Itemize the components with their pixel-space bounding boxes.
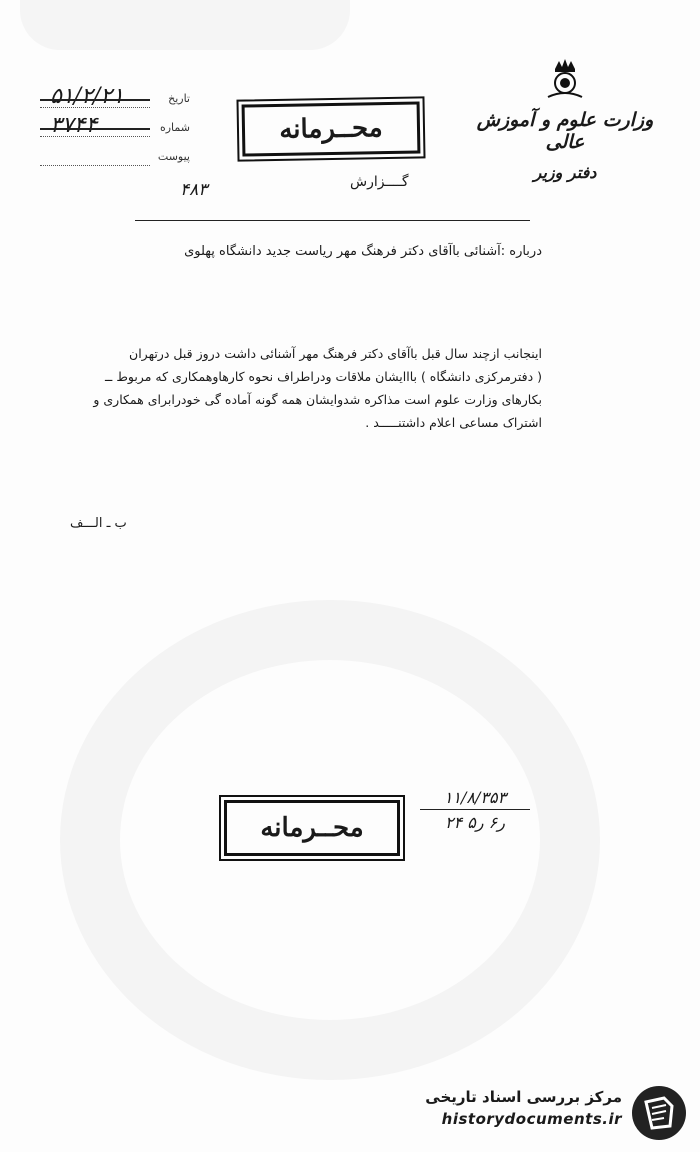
ministry-name: وزارت علوم و آموزش عالی xyxy=(476,109,654,153)
archive-watermark xyxy=(408,1084,688,1142)
handwritten-note xyxy=(420,788,530,832)
signature-initials: ب ـ الـــف xyxy=(70,516,127,531)
confidential-stamp-bottom: محــرمانه xyxy=(224,800,400,856)
field-rule xyxy=(40,165,150,166)
number-label: شماره xyxy=(159,121,190,134)
paper-stain xyxy=(20,0,350,50)
body-line: اینجانب ازچند سال قبل باآقای دکتر فرهنگ مهر آشنائی داشت دروز قبل درتهران xyxy=(129,346,542,361)
date-value: ۵۱/۲/۲۱ xyxy=(50,84,124,109)
report-number: ۴۸۳ xyxy=(180,180,208,200)
number-value: ۳۷۴۴ xyxy=(50,113,98,138)
body-line: اشتراک مساعی اعلام داشتنـــــد . xyxy=(365,415,542,430)
date-field xyxy=(40,84,190,110)
archive-domain: historydocuments.ir xyxy=(441,1110,622,1128)
body-line: ( دفترمرکزی دانشگاه ) بااایشان ملاقات ودراطراف نحوه کارهاوهمکاری که مربوط ــ xyxy=(105,369,542,384)
body-line: بکارهای وزارت علوم است مذاکره شدوایشان همه گونه آماده گی خودرابرای همکاری و xyxy=(93,392,542,407)
strike-line xyxy=(40,99,150,101)
report-body xyxy=(42,342,542,434)
field-rule xyxy=(40,107,150,108)
lion-and-sun-emblem-icon xyxy=(542,55,588,101)
office-name: دفتر وزیر xyxy=(533,163,597,182)
confidential-stamp-top: محــرمانه xyxy=(242,101,421,156)
title-divider xyxy=(135,220,530,221)
date-label: تاریخ xyxy=(168,92,190,105)
report-title: گــــزارش xyxy=(350,174,409,190)
attachment-field xyxy=(40,146,190,168)
handwritten-ref: ۲۴ ر۶ ر۵ xyxy=(444,813,505,832)
strike-line xyxy=(40,128,150,130)
archive-logo-icon xyxy=(630,1084,688,1142)
ministry-header xyxy=(470,55,660,182)
handwritten-date: ۱۱/۸/۳۵۳ xyxy=(420,788,530,810)
field-rule xyxy=(40,136,150,137)
attachment-label: پیوست xyxy=(157,150,190,163)
archive-name: مرکز بررسی اسناد تاریخی xyxy=(425,1088,622,1106)
subject-line: درباره :آشنائی باآقای دکتر فرهنگ مهر ریاست جدید دانشگاه پهلوی xyxy=(184,244,542,259)
number-field xyxy=(40,113,190,139)
